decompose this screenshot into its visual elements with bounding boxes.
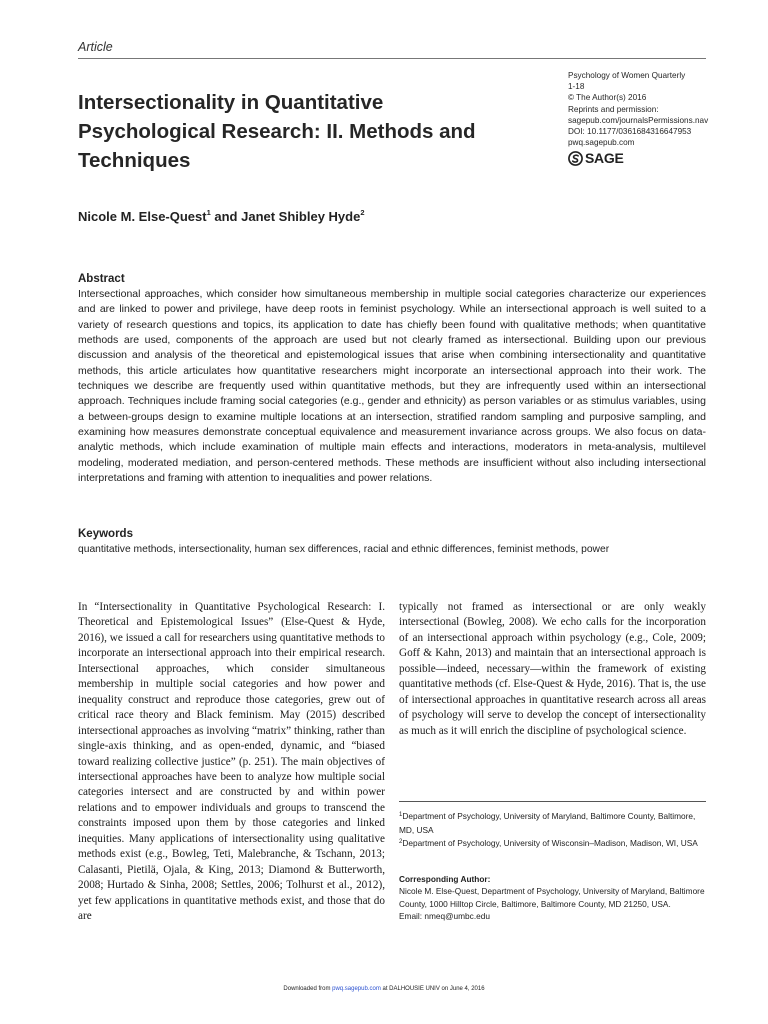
footnote-mark: 1 (399, 812, 403, 818)
doi[interactable]: DOI: 10.1177/0361684316647953 (568, 127, 692, 137)
copyright: © The Author(s) 2016 (568, 93, 647, 103)
download-prefix: Downloaded from (283, 986, 333, 992)
abstract-text: Intersectional approaches, which consider how simultaneous membership in multiple social categories characterize our experiences and are linked to power and privilege, have deep roots in feminist psychology. While an intersectional approach is well suited to a variety of research questions and topics, its application to date has chiefly been found with qualitative methods; when quantitative methods are used, components of the approach are used but not clearly framed as intersectional. Building upon our previous discussion and analysis of the theoretical and epistemological issues that arise when combining intersectionality and quantitative methods, this article articulates how quantitative researchers might incorporate an intersectional approach into their work. The techniques we describe are frequently used within quantitative methods, but they are infrequently used within an intersectional approach. Techniques include framing social categories (e.g., gender and ethnicity) as person variables or as stimulus variables, using a between-groups design to examine multiple locations at an intersection, stratified random sampling and purposive sampling, and examining how measures demonstrate conceptual equivalence and measurement invariance across groups. We also focus on data-analytic methods, which include examination of multiple main effects and interactions, moderators in meta-analysis, multilevel modeling, moderated mediation, and person-centered methods. These methods are insufficient without also including intersectional interpretations and framing with attention to inequalities and power relations. (78, 288, 706, 485)
page-range: 1-18 (568, 82, 585, 92)
download-suffix: at DALHOUSIE UNIV on June 4, 2016 (380, 986, 485, 992)
author-joiner: and (210, 209, 242, 224)
abstract-heading: Abstract (78, 273, 125, 285)
footnote-divider (399, 801, 706, 802)
download-notice (0, 986, 768, 992)
body-text-left-column: In “Intersectionality in Quantitative Psychological Research: I. Theoretical and Epistemological Issues” (Else-Quest & Hyde, 2016), we issued a call for researchers using quantitative methods to incorporate an intersectional approach into their empirical research. Intersectional approaches, which consider simultaneous membership in multiple social categories and how power and inequality construct and reproduce those categories, grew out of critical race theory and Black feminism. May (2015) described intersectional approaches as involving “matrix” thinking, rather than single-axis thinking, and as open-ended, dynamic, and “biased toward realizing collective justice” (p. 251). The main objectives of intersectional approaches have been to analyze how multiple social categories intersect and are constructed by and within power relations and to empower individuals and groups to transcend the constraints imposed upon them by those categories and linked inequities. Many applications of intersectionality using qualitative methods exist (e.g., Bowleg, Teti, Malebranche, & Tschann, 2013; Calasanti, Pietilä, Ojala, & King, 2013; Diamond & Butterworth, 2008; Hurtado & Sinha, 2008; Settles, 2006; Tolhurst et al., 2012), yet few applications in quantitative methods exist, and those that do are (78, 601, 385, 923)
permissions-link[interactable]: sagepub.com/journalsPermissions.nav (568, 115, 709, 125)
body-text-right-column: typically not framed as intersectional or are only weakly intersectional (Bowleg, 2008). We echo calls for the incorporation of an intersectional approach within psychology (e.g., Cole, 2009; Goff & Kahn, 2013) and maintain that an intersectional approach is possible—indeed, necessary—within the framework of existing quantitative methods (cf. Else-Quest & Hyde, 2016). That is, the use of intersectional approaches in quantitative research across all areas of psychology will serve to develop the concept of intersectionality as much as it will enrich the discipline of psychological science. (399, 601, 706, 737)
header-divider (78, 58, 706, 59)
author-name: Janet Shibley Hyde (241, 209, 361, 224)
affiliation-mark: 2 (360, 208, 365, 217)
affiliation-footnote (399, 835, 706, 850)
journal-info (568, 70, 728, 148)
keywords-text: quantitative methods, intersectionality, human sex differences, racial and ethnic differences, feminist methods, power (78, 544, 610, 555)
corresponding-author-address: Nicole M. Else-Quest, Department of Psychology, University of Maryland, Baltimore County, 1000 Hilltop Circle, Baltimore, Baltimore County, MD 21250, USA. (399, 886, 705, 909)
footnote-text: Department of Psychology, University of Maryland, Baltimore County, Baltimore, MD, USA (399, 811, 696, 835)
sage-swirl-icon (568, 151, 583, 166)
paper-title: Intersectionality in Quantitative Psychological Research: II. Methods and Techniques (78, 91, 476, 172)
journal-url[interactable]: pwq.sagepub.com (568, 138, 635, 148)
corresponding-author-heading: Corresponding Author: (399, 874, 491, 884)
corresponding-author (399, 873, 706, 923)
journal-name: Psychology of Women Quarterly (568, 71, 686, 80)
author-line (78, 208, 365, 224)
affiliation-footnote (399, 808, 706, 837)
keywords-heading: Keywords (78, 528, 133, 540)
affiliation-mark: 1 (206, 208, 211, 217)
footnote-text: Department of Psychology, University of Wisconsin–Madison, Madison, WI, USA (402, 838, 698, 848)
footnote-mark: 2 (399, 839, 403, 845)
sage-logo-text: SAGE (585, 150, 624, 166)
article-type-label: Article (78, 40, 113, 54)
corresponding-author-email[interactable]: Email: nmeq@umbc.edu (399, 911, 490, 922)
reprints-label: Reprints and permission: (568, 104, 659, 114)
download-link[interactable]: pwq.sagepub.com (332, 986, 381, 992)
sage-logo (568, 150, 623, 166)
author-name: Nicole M. Else-Quest (78, 209, 207, 224)
